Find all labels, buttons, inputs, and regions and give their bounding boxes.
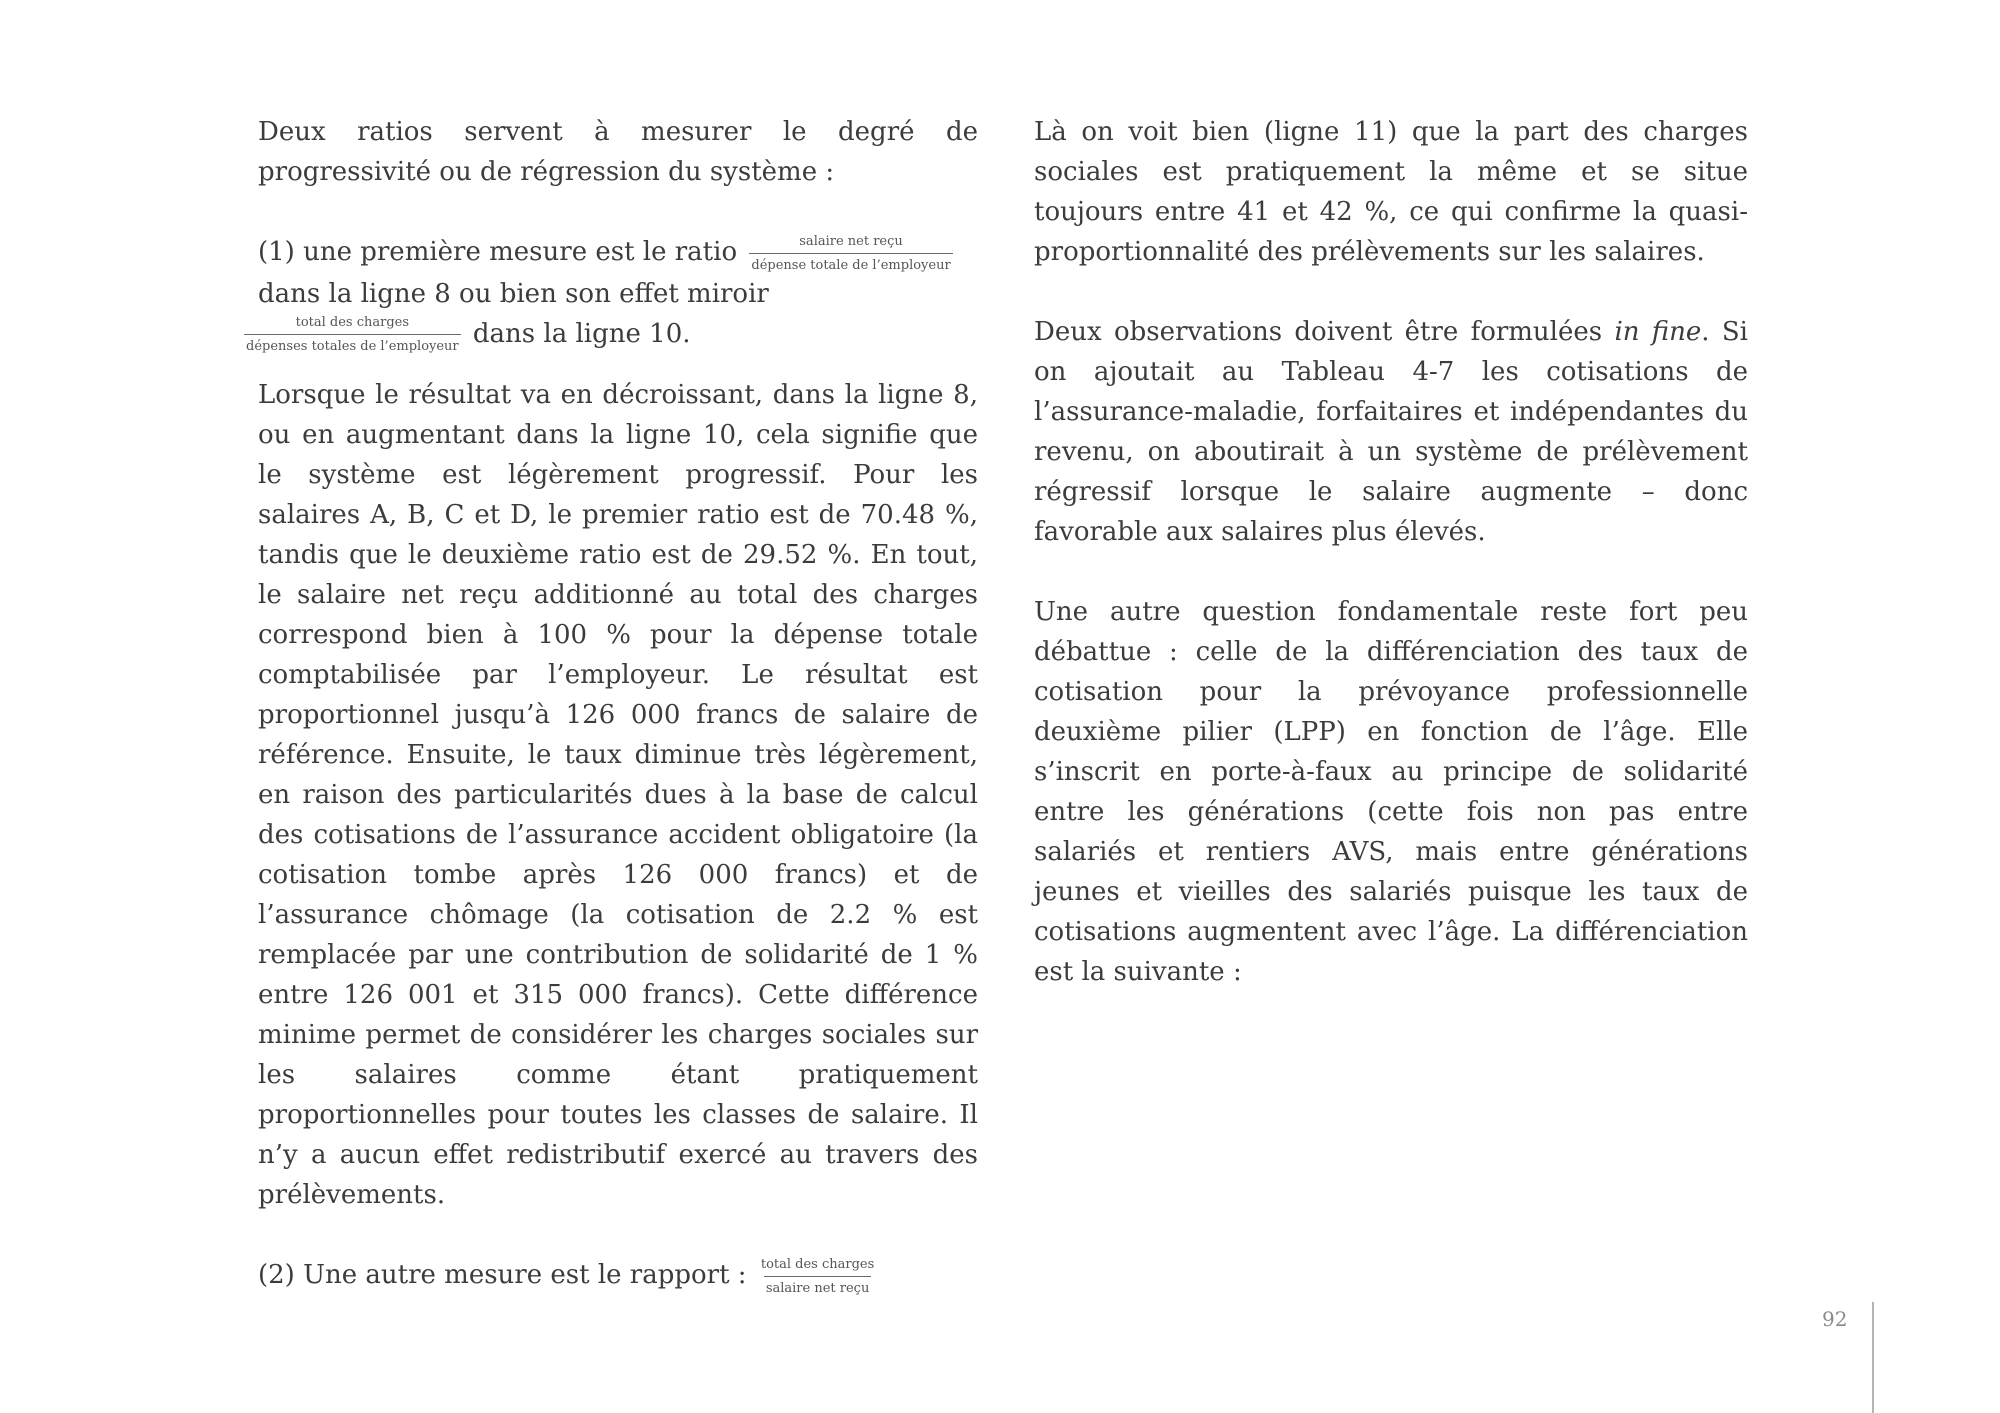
ratio-1-suffix: dans la ligne 10.	[472, 318, 691, 349]
fraction-denominator: salaire net reçu	[764, 1276, 872, 1297]
paragraph-2-end: . Si on ajoutait au Tableau 4-7 les cotisations de l’assurance-maladie, forfaitaires et indépendantes du revenu, on aboutirait à un système de prélèvement régressif lorsque le salaire augmente – donc favorable aux salaires plus élevés.	[1034, 317, 1749, 547]
ratio-1-fraction	[749, 233, 952, 274]
page-number-rule	[1872, 1302, 1874, 1413]
intro-paragraph: Deux ratios servent à mesurer le degré de progressivité ou de régression du système :	[258, 117, 978, 187]
fraction-numerator: total des charges	[295, 315, 410, 330]
ratio-1-middle: dans la ligne 8 ou bien son effet miroir	[258, 278, 769, 309]
ratio-2-line	[258, 1255, 978, 1297]
page-number: 92	[1822, 1307, 1848, 1331]
paragraph-1: Là on voit bien (ligne 11) que la part des charges sociales est pratiquement la même et se situe toujours entre 41 et 42 %, ce qui confirme la quasi-proportionnalité des prélèvements sur les salaires.	[1034, 117, 1748, 267]
fraction-numerator: total des charges	[760, 1256, 875, 1272]
mirror-ratio-fraction	[244, 314, 461, 355]
body-paragraph: Lorsque le résultat va en décroissant, dans la ligne 8, ou en augmentant dans la ligne 10, cela signifie que le système est légèrement progressif. Pour les salaires A, B, C et D, le premier ratio est de 70.48 %, tandis que le deuxième ratio est de 29.52 %. En tout, le salaire net reçu additionné au total des charges correspond bien à 100 % pour la dépense totale comptabilisée par l’employeur. Le résultat est proportionnel jusqu’à 126 000 francs de salaire de référence. Ensuite, le taux diminue très légèrement, en raison des particularités dues à la base de calcul des cotisations de l’assurance accident obligatoire (la cotisation tombe après 126 000 francs) et de l’assurance chômage (la cotisation de 2.2 % est remplacée par une contribution de solidarité de 1 % entre 126 001 et 315 000 francs). Cette différence minime permet de considérer les charges sociales sur les salaires comme étant pratiquement proportionnelles pour toutes les classes de salaire. Il n’y a aucun effet redistributif exercé au travers des prélèvements.	[258, 380, 978, 1210]
ratio-1-middle-line	[258, 274, 978, 314]
ratio-2-prefix: (2) Une autre mesure est le rapport :	[258, 1260, 747, 1290]
fraction-numerator: salaire net reçu	[799, 233, 903, 249]
left-column	[246, 112, 978, 1297]
italic-phrase: in fine	[1614, 317, 1702, 347]
fraction-denominator: dépenses totales de l’employeur	[244, 334, 461, 355]
paragraph-2	[1034, 312, 1748, 552]
ratio-1-mirror-line	[244, 314, 978, 356]
fraction-denominator: dépense totale de l’employeur	[749, 253, 952, 274]
paragraph-3: Une autre question fondamentale reste fort peu débattue : celle de la différenciation des taux de cotisation pour la prévoyance professionnelle deuxième pilier (LPP) en fonction de l’âge. Elle s’inscrit en porte-à-faux au principe de solidarité entre les générations (cette fois non pas entre salariés et rentiers AVS, mais entre générations jeunes et vieilles des salariés puisque les taux de cotisations augmentent avec l’âge. La différenciation est la suivante :	[1034, 597, 1748, 987]
ratio-1-prefix: (1) une première mesure est le ratio	[258, 237, 738, 267]
ratio-2-fraction	[759, 1256, 876, 1297]
ratio-1-line	[258, 232, 978, 274]
paragraph-2-start: Deux observations doivent être formulées	[1034, 317, 1615, 347]
right-column	[1034, 112, 1748, 992]
